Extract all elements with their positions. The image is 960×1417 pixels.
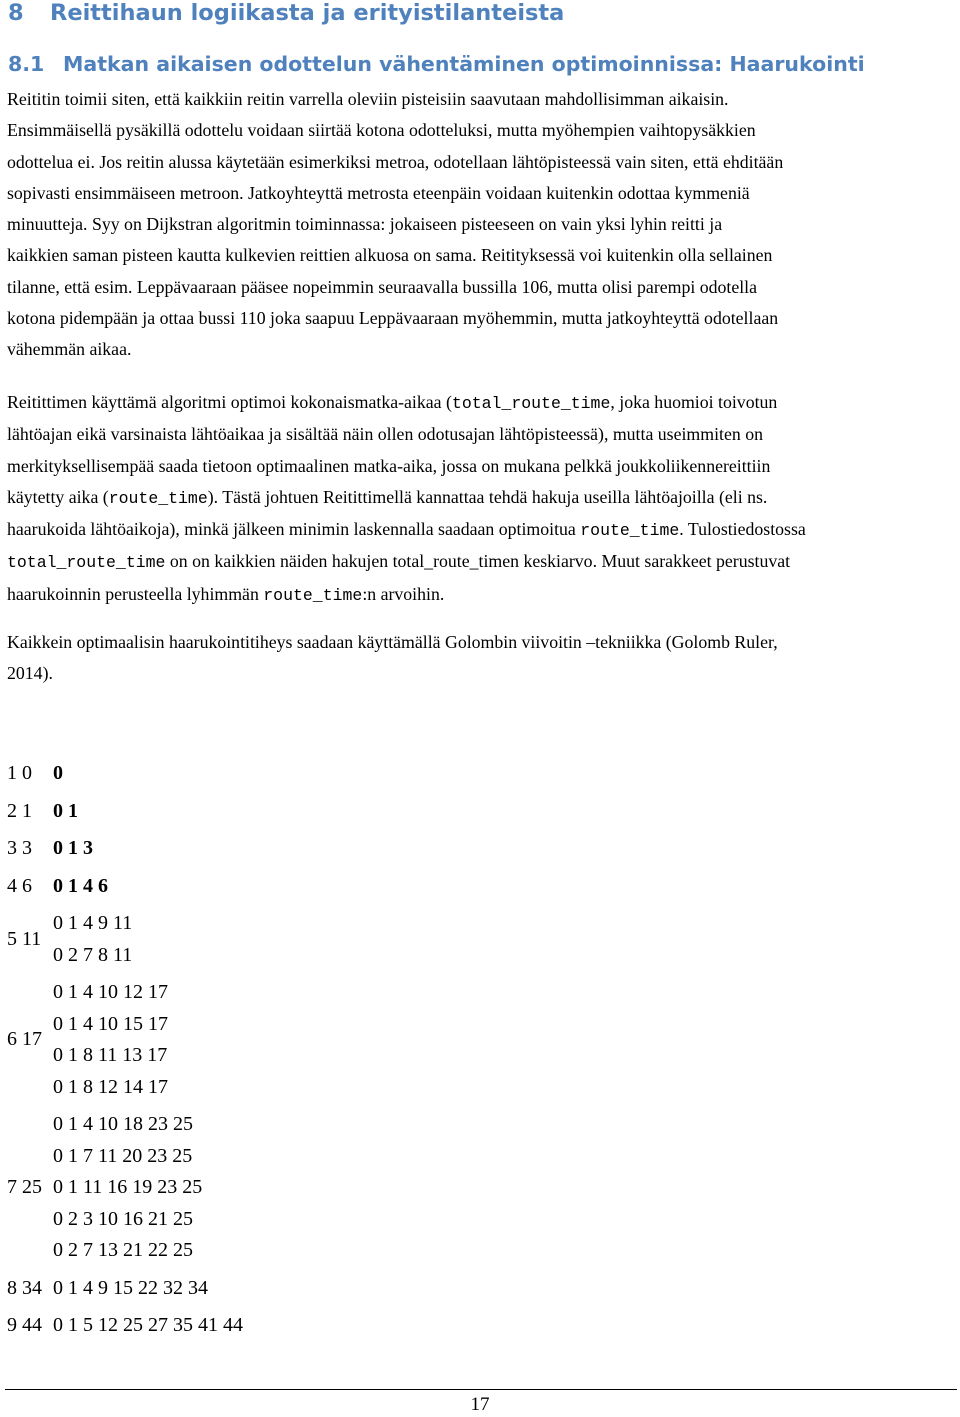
text-fragment: haarukoida lähtöaikoja), minkä jälkeen minimin laskennalla saadaan optimoitua [7,519,581,540]
code-fragment: route_time [263,585,363,605]
golomb-length: 44 [22,1314,42,1336]
text-fragment: . Tulostiedostossa [679,519,806,540]
golomb-length: 6 [22,874,32,897]
golomb-order-length [7,762,32,785]
text-fragment: on on kaikkien näiden hakujen total_route_timen keskiarvo. Muut sarakkeet perustuvat [165,551,791,572]
paragraph-line: kotona pidempään ja ottaa bussi 110 joka saapuu Leppävaaraan myöhemmin, mutta jatkoyhteyttä odotellaan [7,308,779,329]
text-fragment: :n arvoihin. [362,583,445,604]
golomb-order-length [7,837,32,860]
paragraph-line: Ensimmäisellä pysäkillä odottelu voidaan siirtää kotona odotteluksi, mutta myöhempien vaihtopysäkkien [7,120,756,141]
paragraph-line: minuutteja. Syy on Dijkstran algoritmin toiminnassa: jokaiseen pisteeseen on vain yksi lyhin reitti ja [7,214,723,235]
section-heading [8,0,564,26]
golomb-order: 7 [7,1176,17,1198]
golomb-ruler-marks: 0 1 5 12 25 27 35 41 44 [53,1314,243,1336]
code-fragment: route_time [108,488,208,508]
golomb-ruler-marks: 0 2 3 10 16 21 25 [53,1207,193,1230]
golomb-order-length [7,928,41,951]
paragraph-line: Kaikkein optimaalisin haarukointitiheys saadaan käyttämällä Golombin viivoitin –tekniikka (Golomb Ruler, [7,632,778,652]
paragraph-line: odottelua ei. Jos reitin alussa käytetään esimerkiksi metroa, odotellaan lähtöpisteessä vain siten, että ehditään [7,151,784,172]
code-fragment: total_route_time [7,553,166,573]
golomb-ruler-marks: 0 1 4 6 [53,874,108,897]
golomb-order: 6 [7,1028,17,1051]
paragraph-line [7,546,955,578]
paragraph-line [7,419,955,450]
golomb-length: 34 [22,1276,42,1299]
golomb-ruler-marks: 0 1 8 12 14 17 [53,1075,168,1098]
golomb-length: 1 [22,799,32,822]
page-number: 17 [470,1394,490,1415]
golomb-ruler-marks: 0 1 11 16 19 23 25 [53,1176,203,1198]
paragraph-line [7,451,955,482]
paragraph-line: sopivasti ensimmäiseen metroon. Jatkoyhteyttä metrosta eteenpäin voidaan kuitenkin odottaa kymmeniä [7,182,750,203]
text-fragment: Reitittimen käyttämä algoritmi optimoi kokonaismatka-aikaa ( [7,392,452,412]
paragraph-golomb [7,627,955,690]
paragraph-line: 2014). [7,663,53,684]
subsection-title: Matkan aikaisen odottelun vähentäminen optimoinnissa: Haarukointi [63,52,865,76]
golomb-ruler-marks: 0 1 4 9 15 22 32 34 [53,1276,208,1299]
golomb-ruler-marks: 0 1 7 11 20 23 25 [53,1144,193,1167]
golomb-ruler-marks: 0 1 4 10 18 23 25 [53,1113,193,1135]
text-fragment: lähtöajan eikä varsinaista lähtöaikaa ja sisältää näin ollen odotusajan lähtöpisteessä), mutta useimmiten on [7,424,763,445]
footer-divider [5,1389,957,1390]
paragraph-algorithm [7,387,955,611]
text-fragment: ). Tästä johtuen Reitittimellä kannattaa tehdä hakuja useilla lähtöajoilla (eli ns. [207,486,768,507]
golomb-order-length [7,1028,42,1051]
golomb-length: 11 [22,927,42,950]
golomb-order-length [7,1314,42,1337]
code-fragment: route_time [580,521,680,541]
section-title: Reittihaun logiikasta ja erityistilanteista [50,0,565,26]
golomb-order-length [7,800,32,823]
golomb-order-length [7,1176,42,1199]
golomb-ruler-marks: 0 1 3 [53,837,93,859]
golomb-order: 8 [7,1276,17,1299]
text-fragment: haarukoinnin perusteella lyhimmän [7,583,264,604]
golomb-order-length [7,875,32,898]
golomb-order: 2 [7,799,17,822]
subsection-number: 8.1 [8,52,45,76]
golomb-ruler-marks: 0 1 4 10 15 17 [53,1012,168,1035]
golomb-order: 5 [7,927,17,950]
paragraph-line: Reititin toimii siten, että kaikkiin reitin varrella oleviin pisteisiin saavutaan mahdollisimman aikaisin. [7,89,729,109]
text-fragment: merkityksellisempää saada tietoon optimaalinen matka-aika, jossa on mukana pelkkä joukkoliikennereittiin [7,455,771,476]
paragraph-line: vähemmän aikaa. [7,339,132,360]
code-fragment: total_route_time [451,394,611,413]
golomb-order: 3 [7,837,17,859]
golomb-order: 4 [7,874,17,897]
golomb-length: 3 [22,837,32,859]
section-number: 8 [8,0,24,26]
golomb-ruler-marks: 0 2 7 8 11 [53,943,133,966]
paragraph-line [7,514,955,546]
subsection-heading [8,52,865,76]
golomb-length: 17 [22,1028,42,1051]
golomb-ruler-marks: 0 1 [53,799,78,822]
paragraph-forking-intro [7,84,955,366]
golomb-ruler-marks: 0 2 7 13 21 22 25 [53,1239,193,1261]
paragraph-line: kaikkien saman pisteen kautta kulkevien reittien alkuosa on sama. Reitityksessä voi kuitenkin olla sellainen [7,245,773,266]
paragraph-line [7,482,955,514]
golomb-length: 25 [22,1176,42,1198]
golomb-order: 1 [7,762,17,784]
golomb-ruler-marks: 0 [53,762,63,784]
text-fragment: käytetty aika ( [7,486,109,507]
golomb-ruler-marks: 0 1 4 9 11 [53,912,133,934]
golomb-order-length [7,1277,42,1300]
golomb-ruler-marks: 0 1 8 11 13 17 [53,1044,168,1066]
paragraph-line [7,579,955,611]
paragraph-line [7,387,955,419]
text-fragment: , joka huomioi toivotun [610,392,778,412]
paragraph-line: tilanne, että esim. Leppävaaraan pääsee nopeimmin seuraavalla bussilla 106, mutta olisi parempi odotella [7,276,758,297]
golomb-ruler-marks: 0 1 4 10 12 17 [53,981,168,1003]
golomb-length: 0 [22,762,32,784]
golomb-order: 9 [7,1314,17,1336]
